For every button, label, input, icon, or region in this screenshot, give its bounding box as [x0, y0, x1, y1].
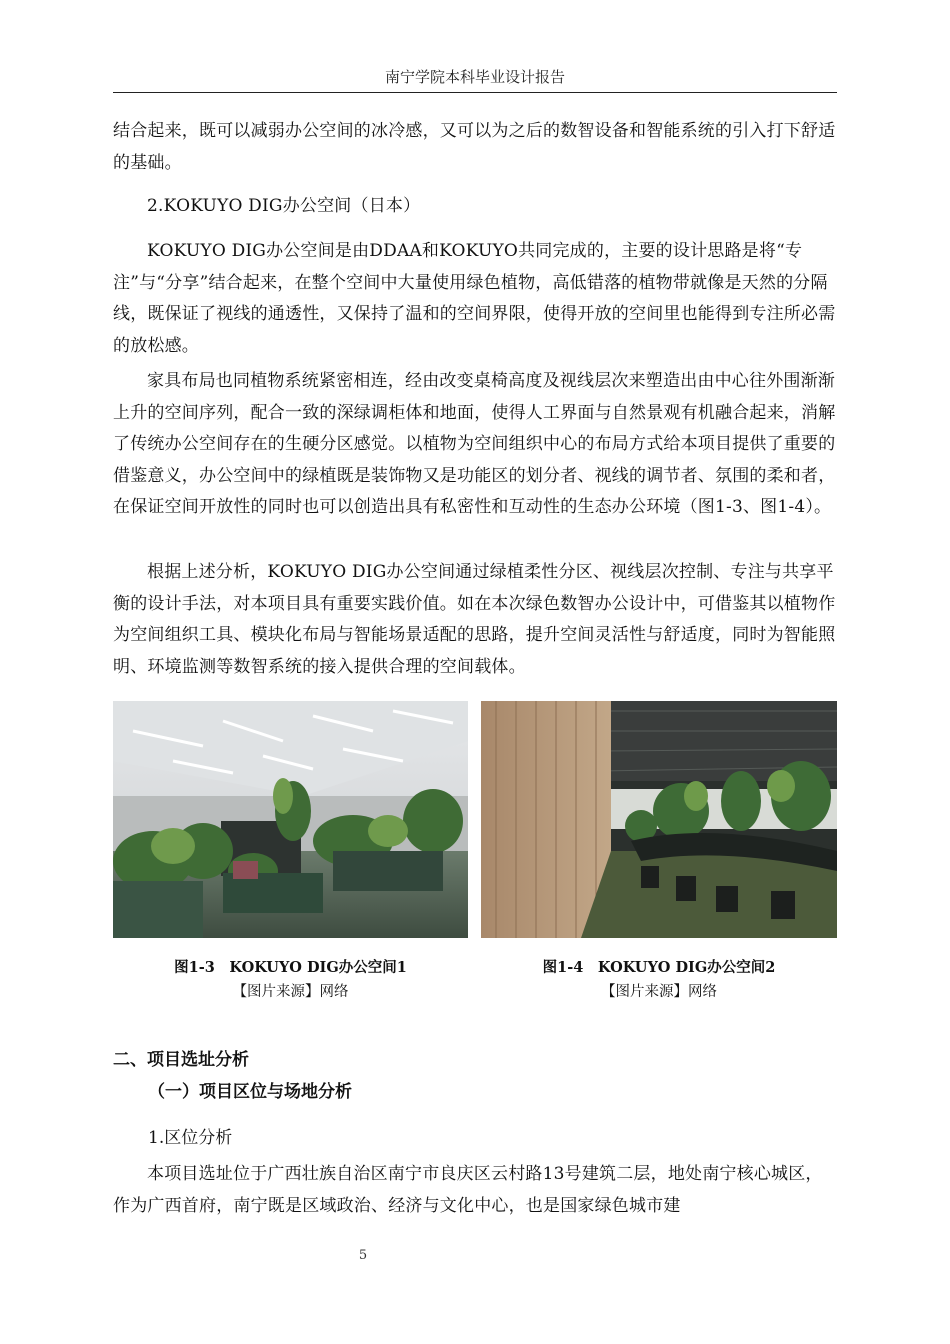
- subsection-title-kokuyo: 2.KOKUYO DIG办公空间（日本）: [147, 196, 421, 216]
- figure-1-4-photo: [481, 701, 837, 938]
- figure-1-3-photo: [113, 701, 468, 938]
- figure-1-3-caption: 图1-3 KOKUYO DIG办公空间1: [174, 959, 407, 976]
- paragraph-kokuyo-intro: KOKUYO DIG办公空间是由DDAA和KOKUYO共同完成的，主要的设计思路是将“专注”与“分享”结合起来，在整个空间中大量使用绿色植物，高低错落的植物带就像是天然的分隔线，既保证了视线的通透性，又保持了温和的空间界限，使得开放的空间里也能得到专注所必需的放松感。: [113, 241, 836, 356]
- figure-1-3-caption-block: [113, 956, 468, 1004]
- subsubsection-heading: 1.区位分析: [148, 1128, 233, 1148]
- header-rule: [113, 92, 837, 93]
- section-heading: 二、项目选址分析: [113, 1050, 249, 1070]
- figure-1-4-caption: 图1-4 KOKUYO DIG办公空间2: [542, 959, 776, 976]
- subsection-heading: （一）项目区位与场地分析: [148, 1082, 352, 1102]
- figure-1-3-source: 【图片来源】网络: [232, 984, 349, 1000]
- paragraph-1: 结合起来，既可以减弱办公空间的冰冷感，又可以为之后的数智设备和智能系统的引入打下舒适的基础。: [113, 121, 836, 173]
- figure-1-4-source: 【图片来源】网络: [601, 984, 717, 1000]
- figure-1-4-caption-block: [481, 956, 837, 1004]
- paragraph-furniture-layout: 家具布局也同植物系统紧密相连，经由改变桌椅高度及视线层次来塑造出由中心往外围渐渐上升的空间序列，配合一致的深绿调柜体和地面，使得人工界面与自然景观有机融合起来，消解了传统办公空间存在的生硬分区感觉。以植物为空间组织中心的布局方式给本项目提供了重要的借鉴意义，办公空间中的绿植既是装饰物又是功能区的划分者、视线的调节者、氛围的柔和者，在保证空间开放性的同时也可以创造出具有私密性和互动性的生态办公环境（图1-3、图1-4）。: [113, 371, 836, 517]
- page-number: 5: [358, 1248, 368, 1263]
- running-header: 南宁学院本科毕业设计报告: [384, 68, 565, 86]
- paragraph-location: 本项目选址位于广西壮族自治区南宁市良庆区云村路13号建筑二层，地处南宁核心城区，作为广西首府，南宁既是区域政治、经济与文化中心，也是国家绿色城市建: [113, 1164, 823, 1216]
- paragraph-analysis-summary: 根据上述分析，KOKUYO DIG办公空间通过绿植柔性分区、视线层次控制、专注与共享平衡的设计手法，对本项目具有重要实践价值。如在本次绿色数智办公设计中，可借鉴其以植物作为空间组织工具、模块化布局与智能场景适配的思路，提升空间灵活性与舒适度，同时为智能照明、环境监测等数智系统的接入提供合理的空间载体。: [113, 562, 836, 677]
